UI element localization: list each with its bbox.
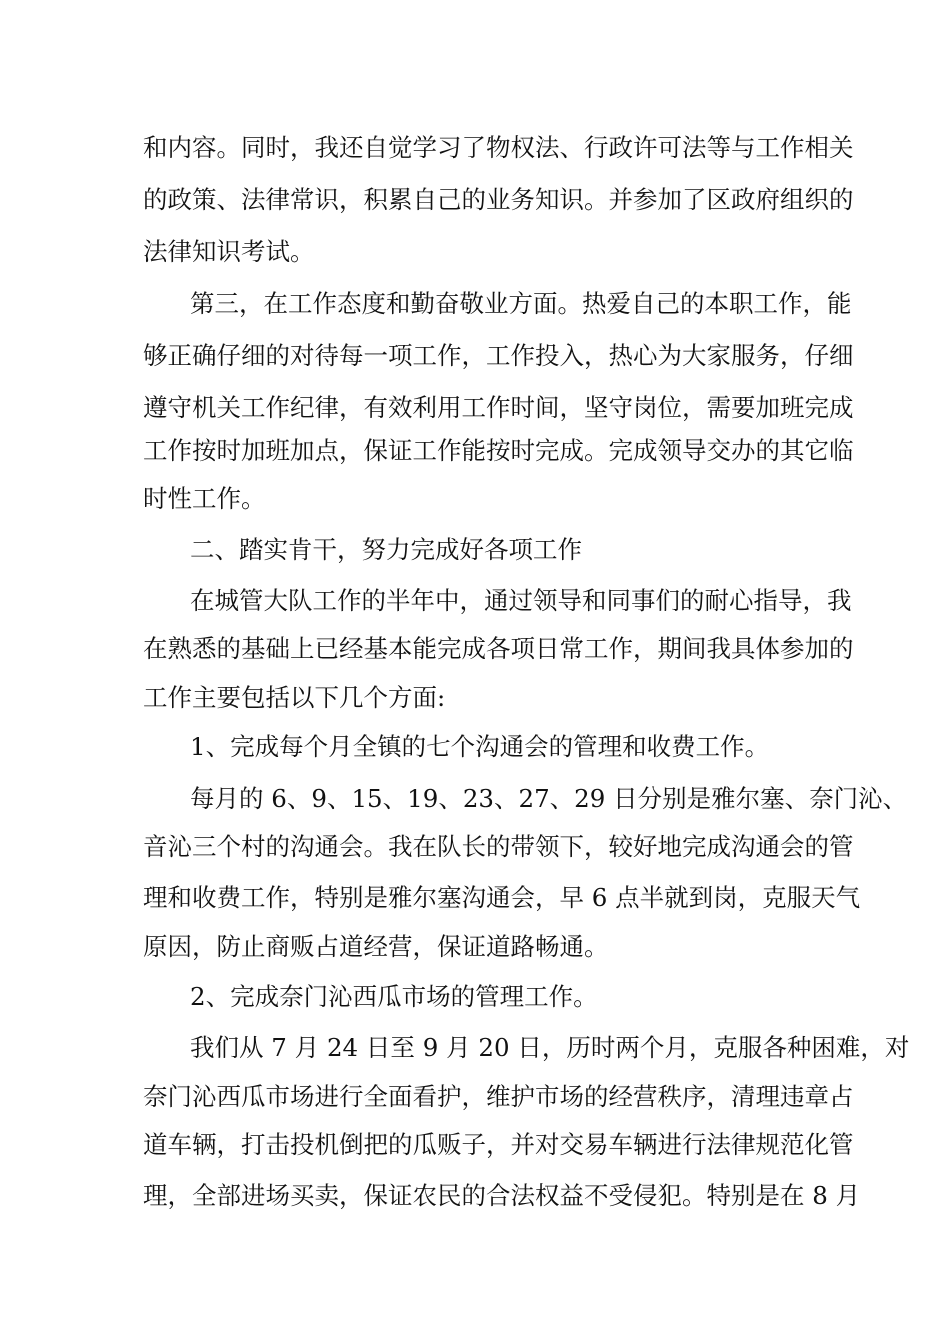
text-line: 理，全部进场买卖，保证农民的合法权益不受侵犯。特别是在 8 月 [143, 1181, 861, 1210]
text-line: 和内容。同时，我还自觉学习了物权法、行政许可法等与工作相关 [143, 133, 854, 162]
text-line: 每月的 6、9、15、19、23、27、29 日分别是雅尔塞、奈门沁、 [190, 784, 908, 813]
text-line: 第三，在工作态度和勤奋敬业方面。热爱自己的本职工作，能 [190, 289, 852, 318]
text-line: 道车辆，打击投机倒把的瓜贩子，并对交易车辆进行法律规范化管 [143, 1130, 854, 1159]
list-item-heading: 1、完成每个月全镇的七个沟通会的管理和收费工作。 [190, 732, 770, 761]
text-line: 音沁三个村的沟通会。我在队长的带领下，较好地完成沟通会的管 [143, 832, 854, 861]
text-line: 时性工作。 [143, 484, 266, 513]
text-line: 法律知识考试。 [143, 237, 315, 266]
text-line: 在熟悉的基础上已经基本能完成各项日常工作，期间我具体参加的 [143, 634, 854, 663]
text-line: 我们从 7 月 24 日至 9 月 20 日，历时两个月，克服各种困难，对 [190, 1033, 910, 1062]
text-line: 理和收费工作，特别是雅尔塞沟通会，早 6 点半就到岗，克服天气 [143, 883, 861, 912]
text-line: 在城管大队工作的半年中，通过领导和同事们的耐心指导，我 [190, 586, 852, 615]
text-line: 奈门沁西瓜市场进行全面看护，维护市场的经营秩序，清理违章占 [143, 1082, 854, 1111]
text-line: 工作按时加班加点，保证工作能按时完成。完成领导交办的其它临 [143, 436, 854, 465]
text-line: 的政策、法律常识，积累自己的业务知识。并参加了区政府组织的 [143, 185, 854, 214]
text-line: 够正确仔细的对待每一项工作，工作投入，热心为大家服务，仔细 [143, 341, 854, 370]
text-line: 原因，防止商贩占道经营，保证道路畅通。 [143, 932, 609, 961]
list-item-heading: 2、完成奈门沁西瓜市场的管理工作。 [190, 982, 598, 1011]
text-line: 遵守机关工作纪律，有效利用工作时间，坚守岗位，需要加班完成 [143, 393, 854, 422]
section-heading: 二、踏实肯干，努力完成好各项工作 [190, 535, 582, 564]
text-line: 工作主要包括以下几个方面: [143, 683, 446, 712]
